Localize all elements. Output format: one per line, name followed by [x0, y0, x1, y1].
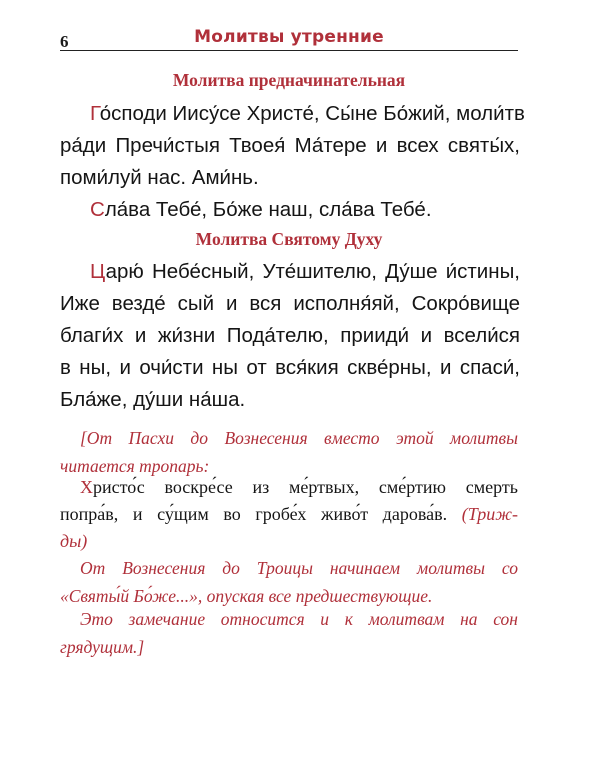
- rubric-line: «Святы́й Бо́же...», опуская все предшествующие.: [60, 586, 433, 606]
- text-line: в ны, и очи́сти ны от вся́кия скве́рны, и спаси́,: [60, 356, 520, 379]
- text-span: арю́ Небе́сный, Уте́шителю, Ду́ше и́стины,: [105, 260, 520, 283]
- rubric-paschal-note: [60, 424, 518, 480]
- text-span: ристо́с воскре́се из ме́ртвых, сме́ртию смерть: [93, 477, 518, 497]
- text-line: Бла́же, ду́ши на́ша.: [60, 388, 246, 411]
- text-line: [60, 501, 518, 528]
- red-initial: С: [90, 198, 105, 221]
- text-span: ла́ва Тебе́, Бо́же наш, сла́ва Тебе́.: [104, 198, 432, 221]
- text-span: о́споди Иису́се Христе́, Сы́не Бо́жий, моли́тв: [99, 102, 525, 125]
- text-line: [60, 98, 525, 130]
- rubric-line: грядущим.]: [60, 637, 145, 657]
- rubric-line: читается тропарь:: [60, 456, 210, 476]
- running-header: [60, 26, 518, 51]
- text-line: поми́луй нас. Ами́нь.: [60, 166, 259, 189]
- rubric-line: Это замечание относится и к молитвам на сон: [80, 609, 518, 629]
- text-line: благи́х и жи́зни Пода́телю, прииди́ и всели́ся: [60, 324, 520, 347]
- text-line: [60, 194, 520, 226]
- rubric-line: От Вознесения до Троицы начинаем молитвы со: [80, 558, 518, 578]
- text-line: Иже везде́ сый и вся исполня́яй, Сокро́вище: [60, 292, 520, 315]
- prayer-holy-spirit-text: [60, 256, 520, 416]
- red-initial: Г: [90, 102, 100, 125]
- text-line: [60, 474, 518, 501]
- page-number: 6: [60, 32, 69, 51]
- red-initial: Х: [80, 477, 93, 497]
- text-line: ра́ди Пречи́стыя Твоея́ Ма́тере и всех святы́х,: [60, 134, 520, 157]
- troparion-text: [60, 474, 518, 555]
- prayer-heading-holy-spirit: Молитва Святому Духу: [195, 229, 383, 249]
- repeat-note-continuation: ды): [60, 531, 88, 551]
- prayer-heading-preliminary: Молитва предначинательная: [172, 70, 406, 90]
- text-line: [60, 256, 520, 288]
- rubric-ascension-note: [60, 554, 518, 610]
- red-initial: Ц: [90, 260, 106, 283]
- text-span: попра́в, и су́щим во гробе́х живо́т дарова́в.: [60, 504, 448, 524]
- repeat-note: (Триж-: [461, 504, 518, 524]
- running-title: Молитвы утренние: [194, 27, 384, 47]
- rubric-line: [От Пасхи до Вознесения вместо этой молитвы: [80, 428, 518, 448]
- rubric-bedtime-note: [60, 605, 518, 661]
- prayer-preliminary-text: [60, 98, 525, 226]
